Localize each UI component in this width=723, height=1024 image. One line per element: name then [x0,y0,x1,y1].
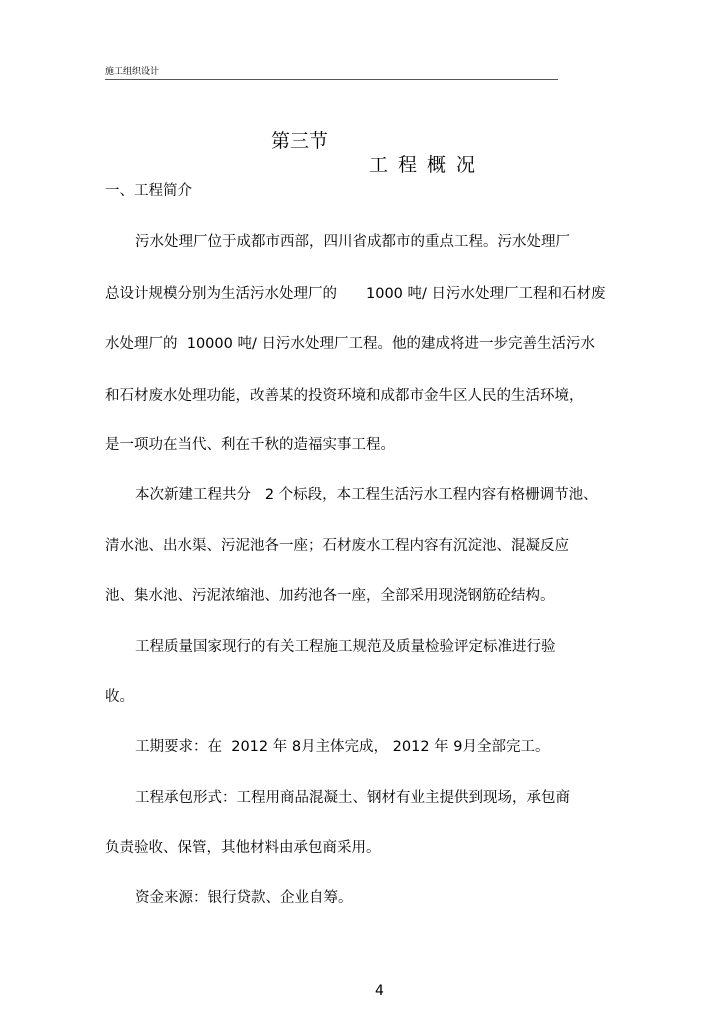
section-title [0,105,723,177]
body-line: 负责验收、保管，其他材料由承包商采用。 [105,840,381,856]
body-line: 和石材废水处理功能，改善某的投资环境和成都市金牛区人民的生活环境， [105,388,584,404]
body-line: 本次新建工程共分 2 个标段，本工程生活污水工程内容有格栅调节池、 [135,487,598,503]
section-number: 第三节 [271,130,329,152]
body-line: 是一项功在当代、利在千秋的造福实事工程。 [105,437,395,453]
body-line: 工程质量国家现行的有关工程施工规范及质量检验评定标准进行验 [135,639,556,655]
page-number: 4 [375,983,384,999]
page-header: 施工组织设计 [105,67,160,77]
body-line: 资金来源：银行贷款、企业自筹。 [135,890,353,906]
body-line: 总设计规模分别为生活污水处理厂的 1000 吨/ 日污水处理厂工程和石材废 [105,286,606,302]
body-line: 工程承包形式：工程用商品混凝土、钢材有业主提供到现场，承包商 [135,790,570,806]
body-line: 水处理厂的 10000 吨/ 日污水处理厂工程。他的建成将进一步完善生活污水 [105,336,595,352]
subsection-heading: 一、工程简介 [105,183,192,199]
header-rule [105,79,558,80]
body-line: 清水池、出水渠、污泥池各一座；石材废水工程内容有沉淀池、混凝反应 [105,538,569,554]
section-name: 工程概况 [369,154,486,176]
body-line: 池、集水池、污泥浓缩池、加药池各一座，全部采用现浇钢筋砼结构。 [105,588,555,604]
body-line: 工期要求：在 2012 年 8月主体完成， 2012 年 9月全部完工。 [135,739,550,755]
body-line: 污水处理厂位于成都市西部，四川省成都市的重点工程。污水处理厂 [135,234,570,250]
body-line: 收。 [105,689,134,705]
